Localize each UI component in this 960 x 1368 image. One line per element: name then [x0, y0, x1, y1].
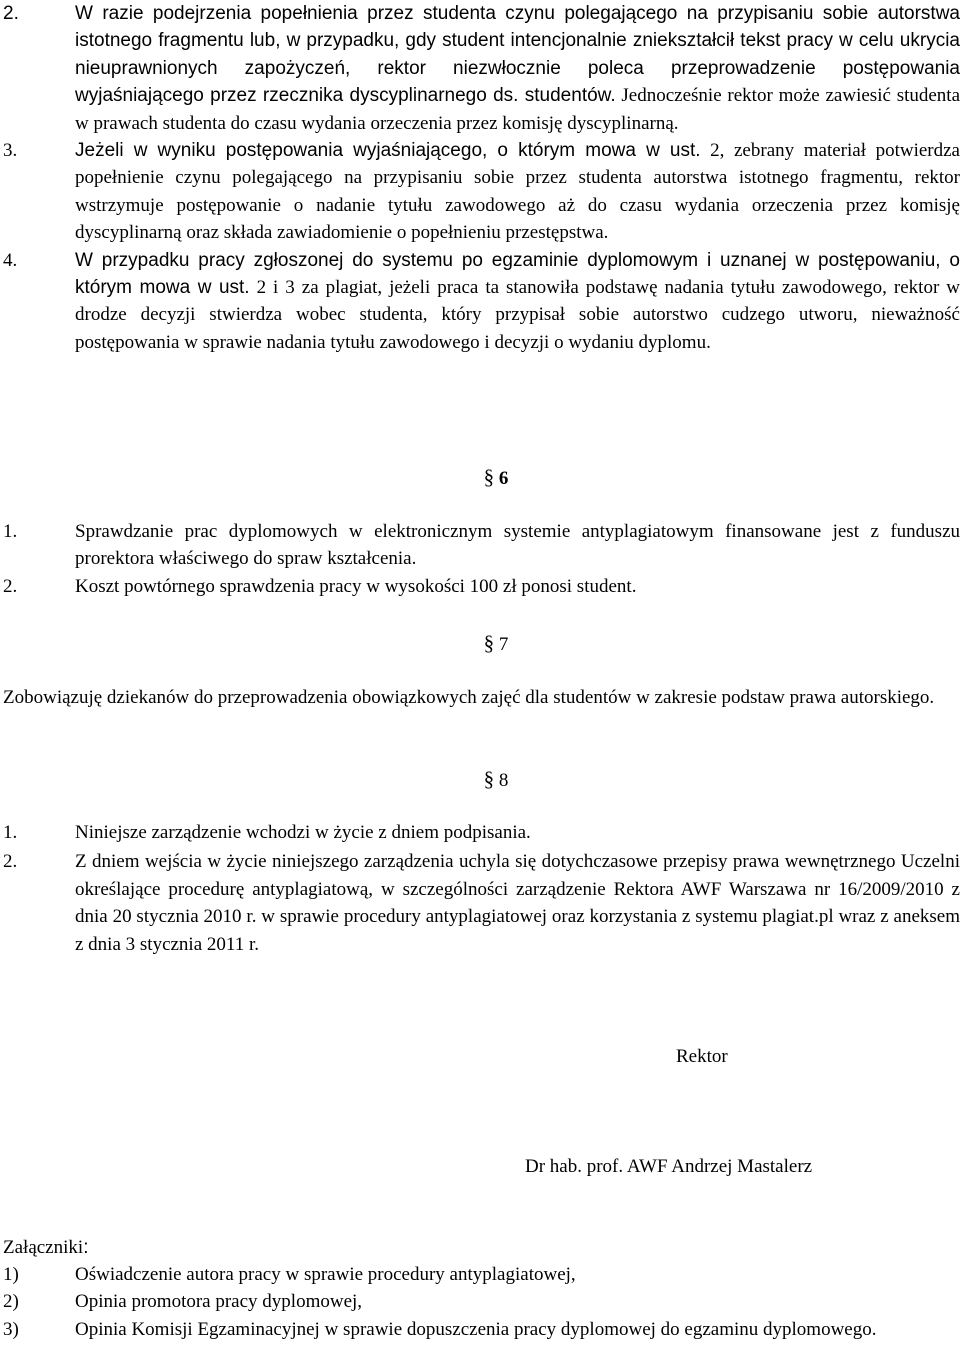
item-number: 1) — [3, 1264, 19, 1285]
item-text-serif: 2, zebrany materiał potwierdza popełnienie czynu polegającego na przypisaniu sobie przez studenta autorstwa istotnego fragmentu, rektor wstrzymuje postępowanie o nadanie tytułu zawodowego aż do czasu wydania orzeczenia przez komisję dyscyplinarną oraz składa zawiadomienie o popełnieniu przestępstwa. — [75, 140, 960, 244]
item-number: 2. — [3, 851, 18, 873]
section-symbol: § — [483, 631, 495, 655]
item-text: Opinia Komisji Egzaminacyjnej w sprawie dopuszczenia pracy dyplomowej do egzaminu dyplomowego. — [75, 1318, 877, 1340]
item-text-sans: W przypadku pracy zgłoszonej do systemu po egzaminie dyplomowym i uznanej w postępowaniu, o którym mowa w ust. — [75, 249, 960, 299]
section-5-item-3 — [3, 137, 960, 247]
section-6-list — [3, 518, 960, 600]
section-5-item-4 — [3, 247, 960, 357]
item-text — [75, 0, 960, 137]
item-number: 1. — [3, 822, 18, 843]
attachment-item-1 — [3, 1261, 960, 1288]
attachment-item-3 — [3, 1316, 960, 1343]
attachments-colon: : — [83, 1237, 89, 1258]
item-text: Niniejsze zarządzenie wchodzi w życie z dniem podpisania. — [75, 822, 531, 843]
section-symbol: § — [483, 767, 495, 791]
attachments-heading — [3, 1234, 88, 1261]
item-number: 3. — [3, 140, 18, 162]
section-6-item-1 — [3, 518, 960, 573]
item-number: 2. — [3, 3, 19, 24]
item-text — [75, 137, 960, 247]
section-5-item-2 — [3, 0, 960, 137]
section-6-item-2 — [3, 573, 960, 600]
section-8-item-2 — [3, 848, 960, 958]
item-number: 3) — [3, 1318, 19, 1340]
section-8-heading — [0, 766, 960, 794]
section-number: 7 — [498, 634, 509, 655]
item-text-sans: W razie podejrzenia popełnienia przez studenta czynu polegającego na przypisaniu sobie autorstwa istotnego fragmentu lub, w przypadku, gdy student intencjonalnie zniekształcił tekst pracy w celu ukrycia nieuprawnionych zapożyczeń, rektor niezwłocznie poleca przeprowadzenie postępowania wyjaśniającego przez rzecznika dyscyplinarnego ds. studentów. — [75, 3, 960, 107]
signature-role: Rektor — [676, 1046, 728, 1067]
section-8-item-1 — [3, 819, 960, 846]
section-8-list — [3, 819, 960, 958]
attachment-item-2 — [3, 1288, 960, 1315]
item-text: Sprawdzanie prac dyplomowych w elektronicznym systemie antyplagiatowym finansowane jest z funduszu prorektora właściwego do spraw kształcenia. — [75, 521, 960, 570]
attachments-list — [3, 1261, 960, 1343]
item-text — [75, 247, 960, 357]
section-number: 8 — [498, 770, 509, 791]
item-text-sans: Jeżeli w wyniku postępowania wyjaśniającego, o którym mowa w ust. — [75, 140, 701, 162]
item-text: Koszt powtórnego sprawdzenia pracy w wysokości 100 zł ponosi student. — [75, 575, 637, 597]
item-text: Opinia promotora pracy dyplomowej, — [75, 1291, 363, 1313]
item-text: Oświadczenie autora pracy w sprawie procedury antyplagiatowej, — [75, 1264, 576, 1285]
section-number: 6 — [498, 468, 509, 489]
item-text: Z dniem wejścia w życie niniejszego zarządzenia uchyla się dotychczasowe przepisy prawa wewnętrznego Uczelni określające procedurę antyplagiatową, w szczególności zarządzenie Rektora AWF Warszawa nr 16/2009/2010 z dnia 20 stycznia 2010 r. w sprawie procedury antyplagiatowej oraz korzystania z systemu plagiat.pl wraz z aneksem z dnia 3 stycznia 2011 r. — [75, 851, 960, 955]
signature-name: Dr hab. prof. AWF Andrzej Mastalerz — [525, 1156, 813, 1177]
section-5-list — [3, 0, 960, 356]
item-number: 1. — [3, 521, 18, 542]
attachments-heading-text: Załączniki — [3, 1237, 84, 1258]
item-text-serif: 2 i 3 za plagiat, jeżeli praca ta stanowiła podstawę nadania tytułu zawodowego, rektor w drodze decyzji stwierdza wobec studenta, który przypisał sobie autorstwo cudzego utworu, nieważność postępowania w sprawie nadania tytułu zawodowego i decyzji o wydaniu dyplomu. — [75, 277, 960, 353]
item-number: 4. — [3, 249, 18, 271]
item-number: 2) — [3, 1291, 19, 1313]
section-6-heading — [0, 464, 960, 492]
item-text-serif: Jednocześnie rektor może zawiesić studenta w prawach studenta do czasu wydania orzeczenia przez komisję dyscyplinarną. — [75, 85, 960, 134]
section-symbol: § — [483, 465, 495, 489]
section-7-heading — [0, 630, 960, 658]
section-7-paragraph: Zobowiązuję dziekanów do przeprowadzenia obowiązkowych zajęć dla studentów w zakresie podstaw prawa autorskiego. — [3, 687, 935, 708]
item-number: 2. — [3, 575, 18, 597]
